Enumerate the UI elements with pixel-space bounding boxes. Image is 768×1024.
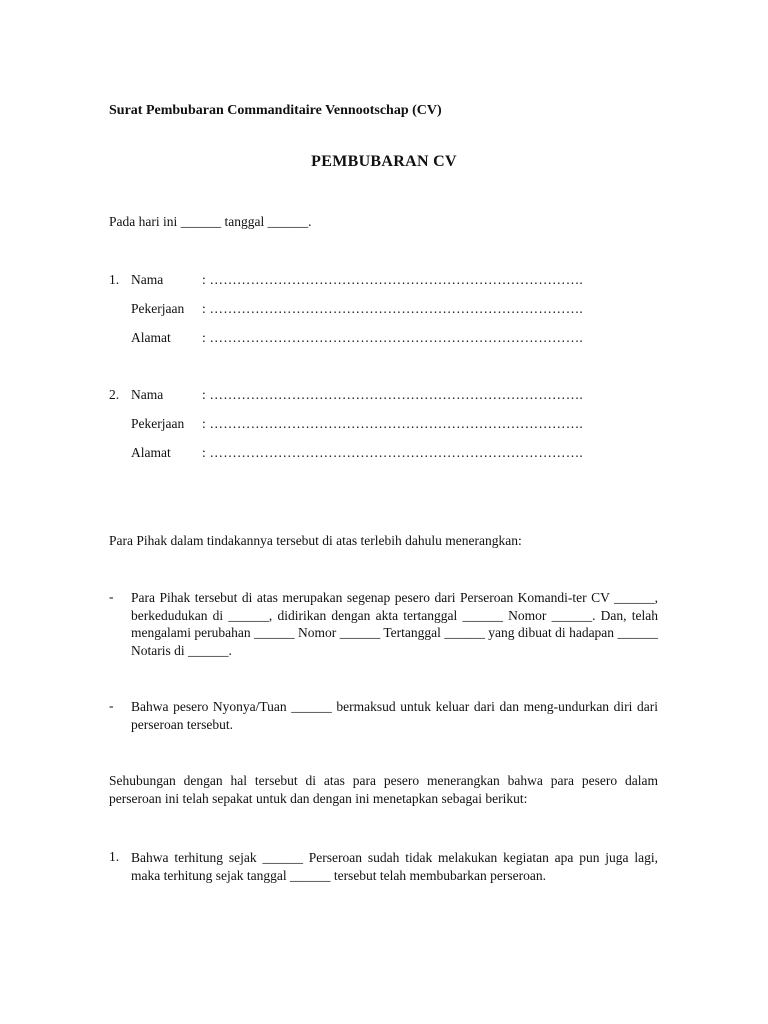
- party-field-row: [109, 330, 629, 359]
- field-label-alamat: Alamat: [131, 330, 171, 345]
- field-label-alamat: Alamat: [131, 445, 171, 460]
- field-label-pekerjaan: Pekerjaan: [131, 416, 185, 431]
- recital-text: Para Pihak tersebut di atas merupakan segenap pesero dari Perseroan Komandi-ter CV ______, berkedudukan di ______, didirikan dengan akta tertanggal ______ Nomor ______. Dan, telah mengalami perubahan ______ Nomor ______ Tertanggal ______ yang dibuat di hadapan ______ Notaris di ______.: [131, 590, 658, 658]
- party-field-row: [109, 301, 629, 330]
- opening-line: Pada hari ini ______ tanggal ______.: [109, 214, 312, 229]
- party-1-block: [109, 272, 629, 359]
- field-blank: : ……………………………………………………………………….: [202, 330, 584, 345]
- field-blank: : ……………………………………………………………………….: [202, 387, 584, 402]
- dash-marker: -: [109, 698, 114, 713]
- field-blank: : ……………………………………………………………………….: [202, 416, 584, 431]
- agreement-intro: Sehubungan dengan hal tersebut di atas para pesero menerangkan bahwa para pesero dalam perseroan ini telah sepakat untuk dan dengan ini menetapkan sebagai berikut:: [109, 773, 658, 806]
- main-heading: PEMBUBARAN CV: [311, 153, 457, 170]
- party-number: 1.: [109, 272, 120, 287]
- recital-item: [109, 589, 658, 659]
- decision-item: [109, 849, 658, 884]
- party-number: 2.: [109, 387, 120, 402]
- field-label-nama: Nama: [131, 272, 164, 287]
- decision-text: Bahwa terhitung sejak ______ Perseroan sudah tidak melakukan kegiatan apa pun juga lagi, maka terhitung sejak tanggal ______ tersebut telah membubarkan perseroan.: [131, 850, 658, 883]
- document-title: Surat Pembubaran Commanditaire Vennootschap (CV): [109, 103, 442, 118]
- party-2-block: [109, 387, 629, 474]
- party-field-row: [109, 416, 629, 445]
- dash-marker: -: [109, 589, 114, 604]
- recital-text: Bahwa pesero Nyonya/Tuan ______ bermaksud untuk keluar dari dan meng-undurkan diri dari perseroan tersebut.: [131, 699, 658, 732]
- recital-item: [109, 698, 658, 733]
- field-blank: : ……………………………………………………………………….: [202, 301, 584, 316]
- field-blank: : ……………………………………………………………………….: [202, 445, 584, 460]
- field-blank: : ……………………………………………………………………….: [202, 272, 584, 287]
- party-field-row: [109, 445, 629, 474]
- field-label-pekerjaan: Pekerjaan: [131, 301, 185, 316]
- party-field-row: [109, 387, 629, 416]
- decision-number: 1.: [109, 849, 120, 864]
- party-field-row: [109, 272, 629, 301]
- statement-intro: Para Pihak dalam tindakannya tersebut di atas terlebih dahulu menerangkan:: [109, 533, 522, 548]
- field-label-nama: Nama: [131, 387, 164, 402]
